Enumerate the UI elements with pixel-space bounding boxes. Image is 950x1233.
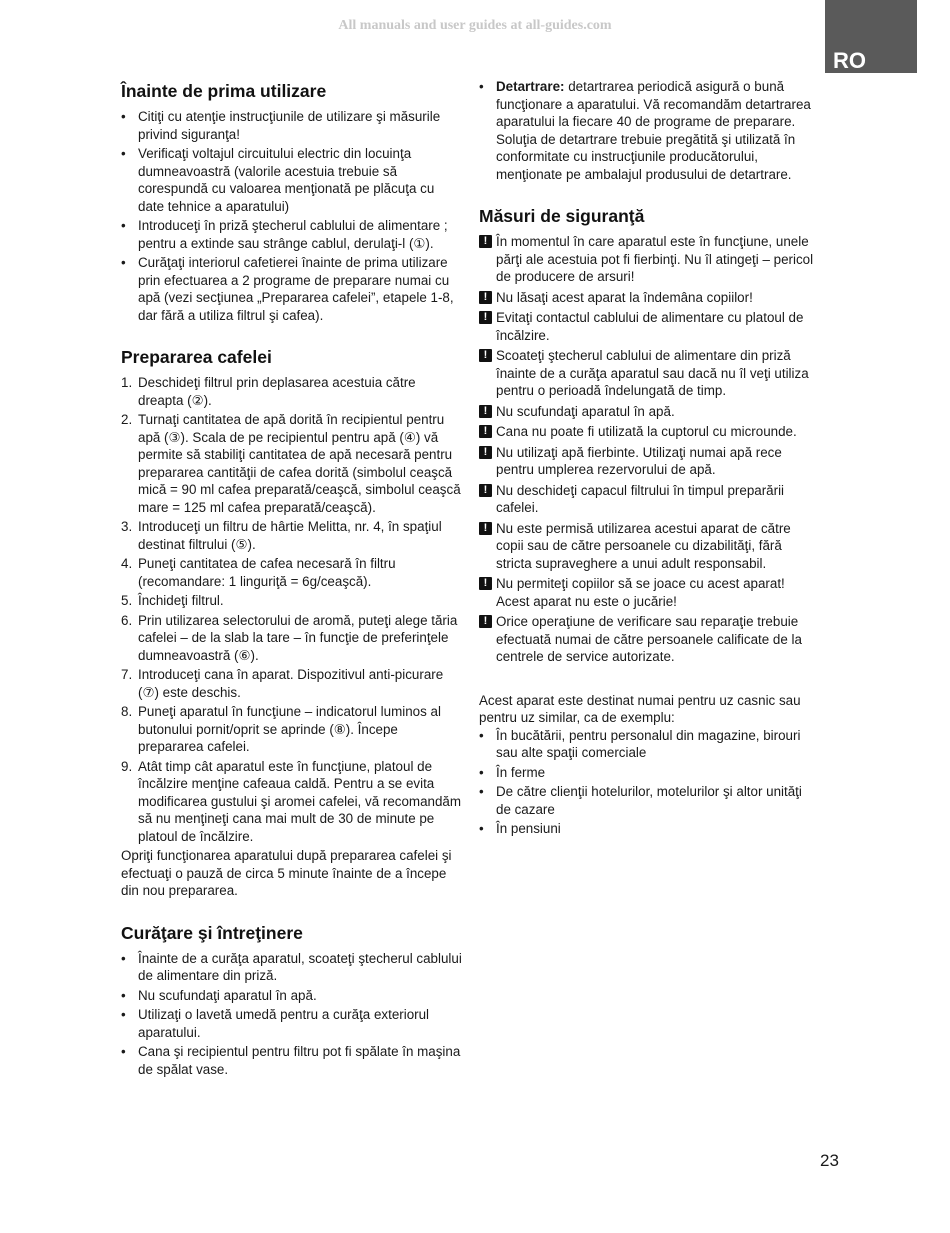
- step-text: Puneţi aparatul în funcţiune – indicatorul luminos al butonului pornit/oprit se aprinde (⑧). Începe prepararea cafelei.: [138, 704, 441, 754]
- step-item: [121, 411, 463, 516]
- left-column: [121, 78, 463, 1080]
- descaling-text: detartrarea periodică asigură o bună funcţionare a aparatului. Vă recomandăm detartrarea aparatului la fiecare 40 de programe de preparare. Soluţia de detartrare trebuie pregătită şi utilizată în conformitate cu instrucţiunile producătorului, menţionate pe ambalajul produsului de detartrare.: [496, 79, 811, 182]
- step-item: [121, 758, 463, 846]
- list-item: • Cana şi recipientul pentru filtru pot fi spălate în maşina de spălat vase.: [121, 1043, 463, 1078]
- list-item: • Curăţaţi interiorul cafetierei înainte de prima utilizare prin efectuarea a 2 programe de preparare numai cu apă (vezi secţiunea „Prepararea cafelei”, etapele 1-8, dar fără a utiliza filtrul şi cafea).: [121, 254, 463, 324]
- safety-list: [479, 233, 819, 666]
- warning-item: [479, 309, 819, 344]
- step-item: [121, 703, 463, 756]
- step-text: Puneţi cantitatea de cafea necesară în filtru (recomandare: 1 linguriţă = 6g/ceaşcă).: [138, 556, 396, 589]
- coffee-preparation-steps: [121, 374, 463, 845]
- step-text: Atât timp cât aparatul este în funcţiune, platoul de încălzire menţine cafeaua caldă. Pentru a se evita modificarea gustului şi aromei cafelei, vă recomandăm să nu menţineţi cana mai mult de 30 de minute pe platoul de încălzire.: [138, 758, 462, 844]
- step-number: 2.: [121, 412, 133, 427]
- section-title-before-first-use: Înainte de prima utilizare: [121, 81, 327, 101]
- before-first-use-list: [121, 108, 463, 324]
- warning-item: [479, 520, 819, 573]
- warning-item: [479, 233, 819, 286]
- warning-icon: !: [479, 522, 492, 535]
- warning-icon: !: [479, 405, 492, 418]
- list-item: [479, 78, 819, 183]
- step-number: 5.: [121, 593, 133, 608]
- list-item: • Nu scufundaţi aparatul în apă.: [121, 987, 463, 1005]
- warning-icon: !: [479, 349, 492, 362]
- warning-text: Nu lăsaţi acest aparat la îndemâna copiilor!: [496, 289, 753, 305]
- warning-icon: !: [479, 446, 492, 459]
- list-item: • De către clienţii hotelurilor, motelurilor şi altor unităţi de cazare: [479, 783, 819, 818]
- warning-text: Orice operaţiune de verificare sau reparaţie trebuie efectuată numai de către persoanele calificate de la centrele de service autorizate.: [496, 614, 802, 664]
- step-text: Introduceţi un filtru de hârtie Melitta, nr. 4, în spaţiul destinat filtrului (⑤).: [138, 519, 442, 552]
- list-item: • Utilizaţi o lavetă umedă pentru a curăţa exteriorul aparatului.: [121, 1006, 463, 1041]
- list-item: • Înainte de a curăţa aparatul, scoateţi ştecherul cablului de alimentare din priză.: [121, 950, 463, 985]
- step-text: Turnaţi cantitatea de apă dorită în recipientul pentru apă (③). Scala de pe recipientul pentru apă (④) vă permite să stabiliţi cantitatea de apă necesară pentru prepararea cantităţii de cafea dorită (simbolul ceaşcă mică = 90 ml cafea preparată/ceaşcă, simbolul ceaşcă mare = 125 ml cafea preparată/ceaşcă).: [138, 412, 461, 515]
- warning-text: Evitaţi contactul cablului de alimentare cu platoul de încălzire.: [496, 310, 804, 343]
- preparation-note: Opriţi funcţionarea aparatului după prepararea cafelei şi efectuaţi o pauză de circa 5 minute înainte de a începe din nou prepararea.: [121, 848, 452, 898]
- warning-item: [479, 423, 819, 441]
- list-item: • În ferme: [479, 764, 819, 782]
- warning-icon: !: [479, 291, 492, 304]
- step-number: 4.: [121, 556, 133, 571]
- step-number: 1.: [121, 375, 133, 390]
- step-number: 3.: [121, 519, 133, 534]
- language-code: RO: [833, 47, 866, 73]
- warning-text: Nu permiteţi copiilor să se joace cu acest aparat! Acest aparat nu este o jucărie!: [496, 576, 785, 609]
- section-title-cleaning-maintenance: Curăţare şi întreţinere: [121, 922, 303, 943]
- warning-text: Nu este permisă utilizarea acestui aparat de către copii sau de către persoanele cu dizabilităţi, fără stricta supraveghere a unui adult responsabil.: [496, 520, 791, 571]
- language-tab: [825, 0, 917, 73]
- step-item: [121, 555, 463, 590]
- section-title-coffee-preparation: Prepararea cafelei: [121, 347, 272, 367]
- list-item: • Citiţi cu atenţie instrucţiunile de utilizare şi măsurile privind siguranţa!: [121, 108, 463, 143]
- step-text: Introduceţi cana în aparat. Dispozitivul anti-picurare (⑦) este deschis.: [138, 667, 444, 700]
- warning-text: Scoateţi ştecherul cablului de alimentare din priză înainte de a curăţa aparatul sau dacă nu îl veţi utiliza pentru o perioadă îndelungată de timp.: [496, 348, 809, 398]
- warning-text: Cana nu poate fi utilizată la cuptorul cu microunde.: [496, 424, 797, 439]
- descaling-list: [479, 78, 819, 183]
- list-item: • Introduceţi în priză ştecherul cablului de alimentare ; pentru a extinde sau strânge cablul, derulaţi-l (①).: [121, 217, 463, 252]
- warning-item: [479, 347, 819, 400]
- warning-item: [479, 482, 819, 517]
- right-column: [479, 78, 819, 840]
- warning-icon: !: [479, 615, 492, 628]
- list-item: • În pensiuni: [479, 820, 819, 838]
- warning-text: Nu utilizaţi apă fierbinte. Utilizaţi numai apă rece pentru umplerea rezervorului de apă.: [496, 444, 782, 477]
- step-item: [121, 374, 463, 409]
- warning-icon: !: [479, 484, 492, 497]
- step-number: 8.: [121, 704, 133, 719]
- cleaning-list: [121, 950, 463, 1079]
- step-number: 6.: [121, 612, 133, 628]
- step-item: [121, 666, 463, 701]
- warning-item: [479, 444, 819, 479]
- descaling-label: Detartrare:: [496, 79, 565, 94]
- warning-item: [479, 613, 819, 666]
- list-item: • Verificaţi voltajul circuitului electric din locuinţa dumneavoastră (valorile acestuia trebuie să corespundă cu valoarea menţionată pe plăcuţa cu date tehnice a aparatului): [121, 145, 463, 215]
- warning-item: [479, 403, 819, 421]
- step-text: Deschideţi filtrul prin deplasarea acestuia către dreapta (②).: [138, 375, 416, 408]
- step-number: 9.: [121, 758, 133, 774]
- list-item: • În bucătării, pentru personalul din magazine, birouri sau alte spaţii comerciale: [479, 727, 819, 762]
- section-title-safety: Măsuri de siguranţă: [479, 206, 645, 226]
- step-item: [121, 592, 463, 610]
- step-text: Închideţi filtrul.: [138, 593, 224, 608]
- warning-icon: !: [479, 425, 492, 438]
- step-item: [121, 612, 463, 665]
- step-text: Prin utilizarea selectorului de aromă, puteţi alege tăria cafelei – de la slab la tare – în funcţie de preferinţele dumneavoastră (⑥).: [138, 612, 458, 663]
- usage-intro: Acest aparat este destinat numai pentru uz casnic sau pentru uz similar, ca de exemplu:: [479, 692, 801, 725]
- watermark: All manuals and user guides at all-guides.com: [338, 18, 612, 33]
- step-number: 7.: [121, 667, 133, 682]
- usage-list: [479, 727, 819, 838]
- warning-item: [479, 575, 819, 610]
- step-item: [121, 518, 463, 553]
- warning-icon: !: [479, 235, 492, 248]
- warning-text: În momentul în care aparatul este în funcţiune, unele părţi ale acestuia pot fi fierbinţi. Nu îl atingeţi – pericol de producere de arsuri!: [496, 234, 814, 284]
- warning-text: Nu deschideţi capacul filtrului în timpul preparării cafelei.: [496, 482, 785, 515]
- warning-icon: !: [479, 577, 492, 590]
- page-number: 23: [820, 1151, 839, 1170]
- warning-icon: !: [479, 311, 492, 324]
- warning-text: Nu scufundaţi aparatul în apă.: [496, 403, 675, 419]
- warning-item: [479, 289, 819, 307]
